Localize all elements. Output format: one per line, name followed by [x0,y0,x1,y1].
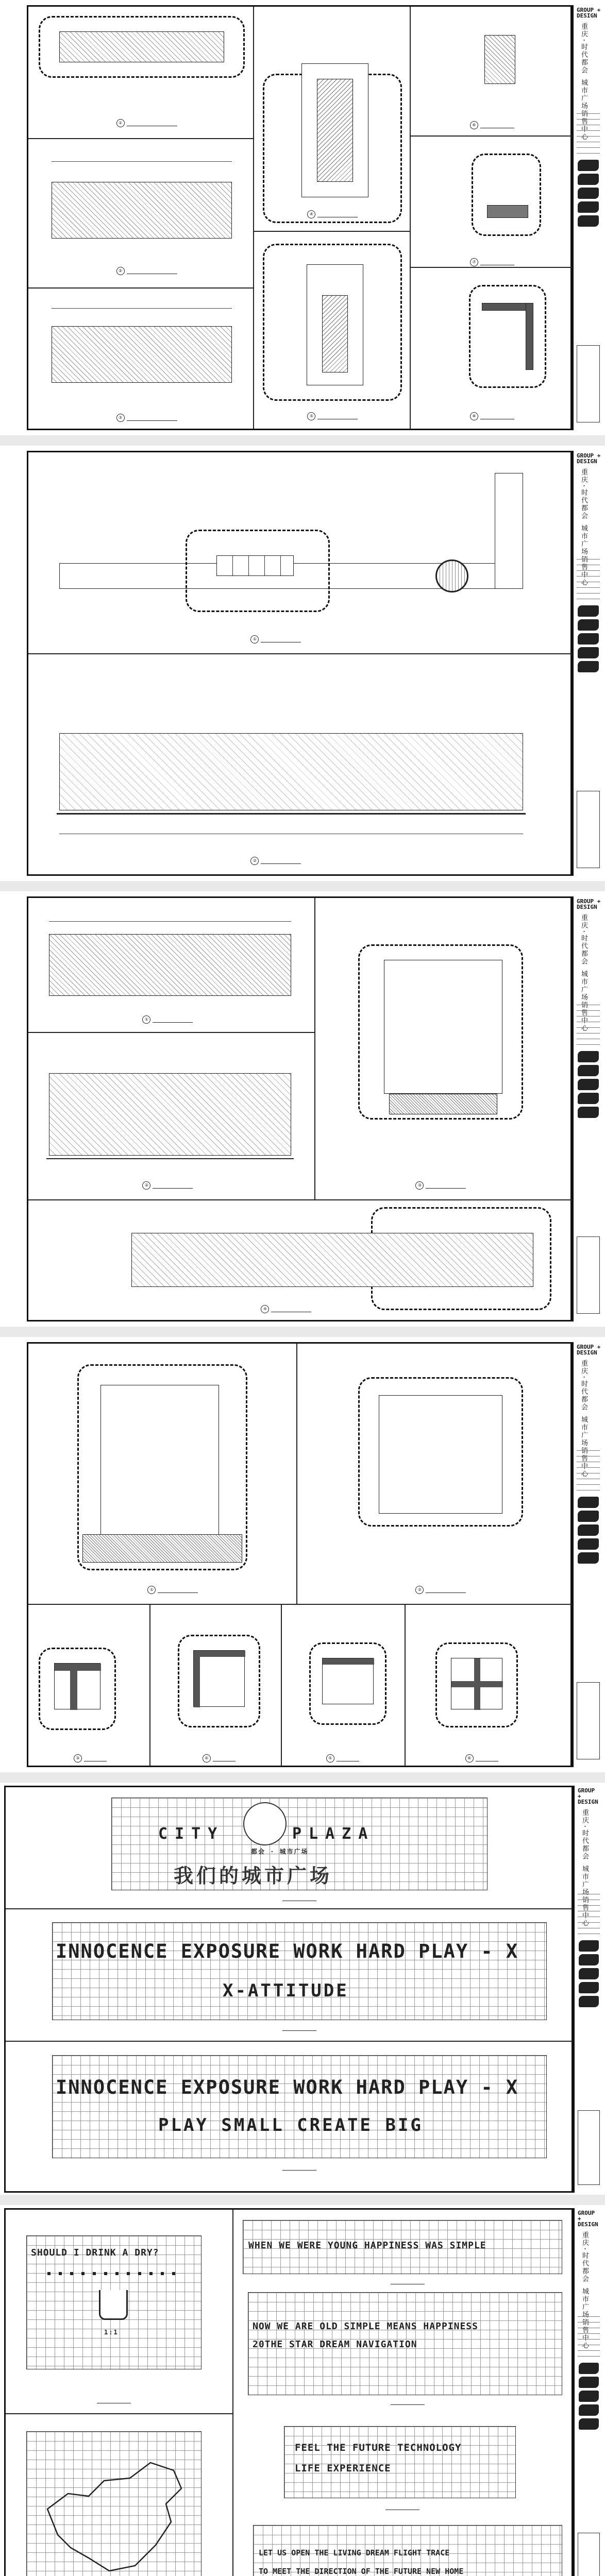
counter-elevation [49,934,291,996]
section-detail [384,960,502,1094]
sign-line-2: TO MEET THE DIRECTION OF THE FUTURE NEW HOME [259,2567,464,2576]
project-name: 重庆·时代都会 城市广场销售中心 [581,2231,589,2350]
drawing-sheet-3 [0,891,605,1327]
slogan-cn: 我们的城市广场 [174,1865,333,1887]
sign-line-1: INNOCENCE EXPOSURE WORK HARD PLAY - X [56,2076,519,2098]
detail-drawing [484,35,515,84]
sign-line-1: FEEL THE FUTURE TECHNOLOGY [295,2442,462,2453]
sheet-frame [27,451,572,876]
view-number: ⑦ [470,258,478,266]
project-name: 重庆·时代都会 城市广场销售中心 [580,914,587,1032]
sign-panel-drink [26,2235,201,2369]
sheet-frame [27,1342,572,1767]
plaza-emblem [243,1802,287,1845]
sign-panel-china-map [26,2431,201,2576]
title-block [572,1342,603,1767]
node-detail [193,1650,245,1707]
view-number: ① [250,635,259,643]
company-logo: GROUP + DESIGN [577,898,601,910]
counter-plan [59,31,224,62]
drawing-sheet-6 [0,2205,605,2576]
node-detail [322,1658,374,1704]
sign-panel-innocence-1 [52,1922,547,2020]
sign-panel-young [243,2220,562,2274]
counter-elevation [59,733,523,810]
project-name: 重庆·时代都会 城市广场销售中心 [580,1360,587,1478]
view-number: ② [250,857,259,865]
counter-elevation [52,182,232,239]
revision-cloud [469,285,546,388]
title-block [572,451,603,876]
sign-line-1: WHEN WE WERE YOUNG HAPPINESS WAS SIMPLE [248,2240,486,2251]
project-name: 重庆·时代都会 城市广场销售中心 [581,1809,589,1927]
sheet-frame [27,5,572,430]
counter-elevation [131,1233,533,1287]
title-block [573,1786,603,2193]
revision-cloud [472,154,541,236]
sign-panel-dream [253,2525,562,2576]
sign-panel-innocence-2 [52,2055,547,2158]
company-logo: GROUP + DESIGN [578,1787,598,1805]
dot-row [47,2272,181,2275]
sign-line-1: LET US OPEN THE LIVING DREAM FLIGHT TRACE [259,2548,450,2557]
node-detail [451,1658,502,1709]
view-number: ② [142,1181,150,1190]
drawing-sheet-1 [0,0,605,435]
title-block [573,2208,603,2576]
node-detail [54,1663,100,1709]
sign-line-1: SHOULD I DRINK A DRY? [31,2247,159,2258]
counter-elevation [52,326,232,383]
brand-en-left: CITY [158,1825,225,1843]
brand-en-right: PLAZA [292,1825,375,1843]
counter-elevation [49,1073,291,1156]
company-logo: GROUP + DESIGN [578,2210,598,2228]
view-number: ③ [116,414,125,422]
sign-line-2: 20THE STAR DREAM NAVIGATION [253,2339,417,2350]
scale-label: 1:1 [104,2329,119,2336]
sign-panel-old [248,2292,562,2395]
view-number: ② [116,267,125,275]
company-logo: GROUP + DESIGN [577,1344,601,1356]
view-number: ③ [74,1754,82,1762]
project-name: 重庆·时代都会 城市广场销售中心 [580,468,587,587]
section-detail [379,1395,502,1514]
sign-line-2: LIFE EXPERIENCE [295,2463,391,2474]
view-number: ① [142,1015,150,1024]
company-logo: GROUP + DESIGN [577,7,601,19]
sign-panel-city-plaza [111,1798,488,1890]
view-number: ④ [307,210,315,218]
view-number: ① [116,119,125,127]
view-number: ⑥ [470,121,478,129]
sheet-frame [27,896,572,1321]
view-number: ⑤ [307,412,315,420]
drawing-sheet-4 [0,1337,605,1772]
title-block [572,5,603,430]
sign-line-1: INNOCENCE EXPOSURE WORK HARD PLAY - X [56,1940,519,1962]
view-number: ② [415,1586,424,1594]
title-block [572,896,603,1321]
view-number: ④ [261,1305,269,1313]
sheet-frame [4,1786,573,2193]
view-number: ⑧ [470,412,478,420]
company-logo: GROUP + DESIGN [577,452,601,465]
drawing-sheet-2 [0,446,605,881]
china-map-outline [27,2432,202,2576]
drawing-sheet-5 [0,1783,605,2195]
sign-panel-future [284,2426,516,2498]
sheet-frame [4,2208,573,2576]
view-number: ① [147,1586,156,1594]
brand-cn: 都会 · 城市广场 [251,1848,309,1855]
section-detail [100,1385,219,1539]
cup-icon [99,2290,128,2320]
view-number: ⑤ [326,1754,334,1762]
round-column [435,560,468,592]
detail-drawing [487,205,528,218]
view-number: ⑥ [465,1754,474,1762]
sign-line-2: X-ATTITUDE [223,1980,349,2001]
sign-line-2: PLAY SMALL CREATE BIG [158,2115,423,2136]
project-name: 重庆·时代都会 城市广场销售中心 [580,23,587,141]
sign-line-1: NOW WE ARE OLD SIMPLE MEANS HAPPINESS [253,2321,478,2332]
view-number: ④ [203,1754,211,1762]
view-number: ③ [415,1181,424,1190]
